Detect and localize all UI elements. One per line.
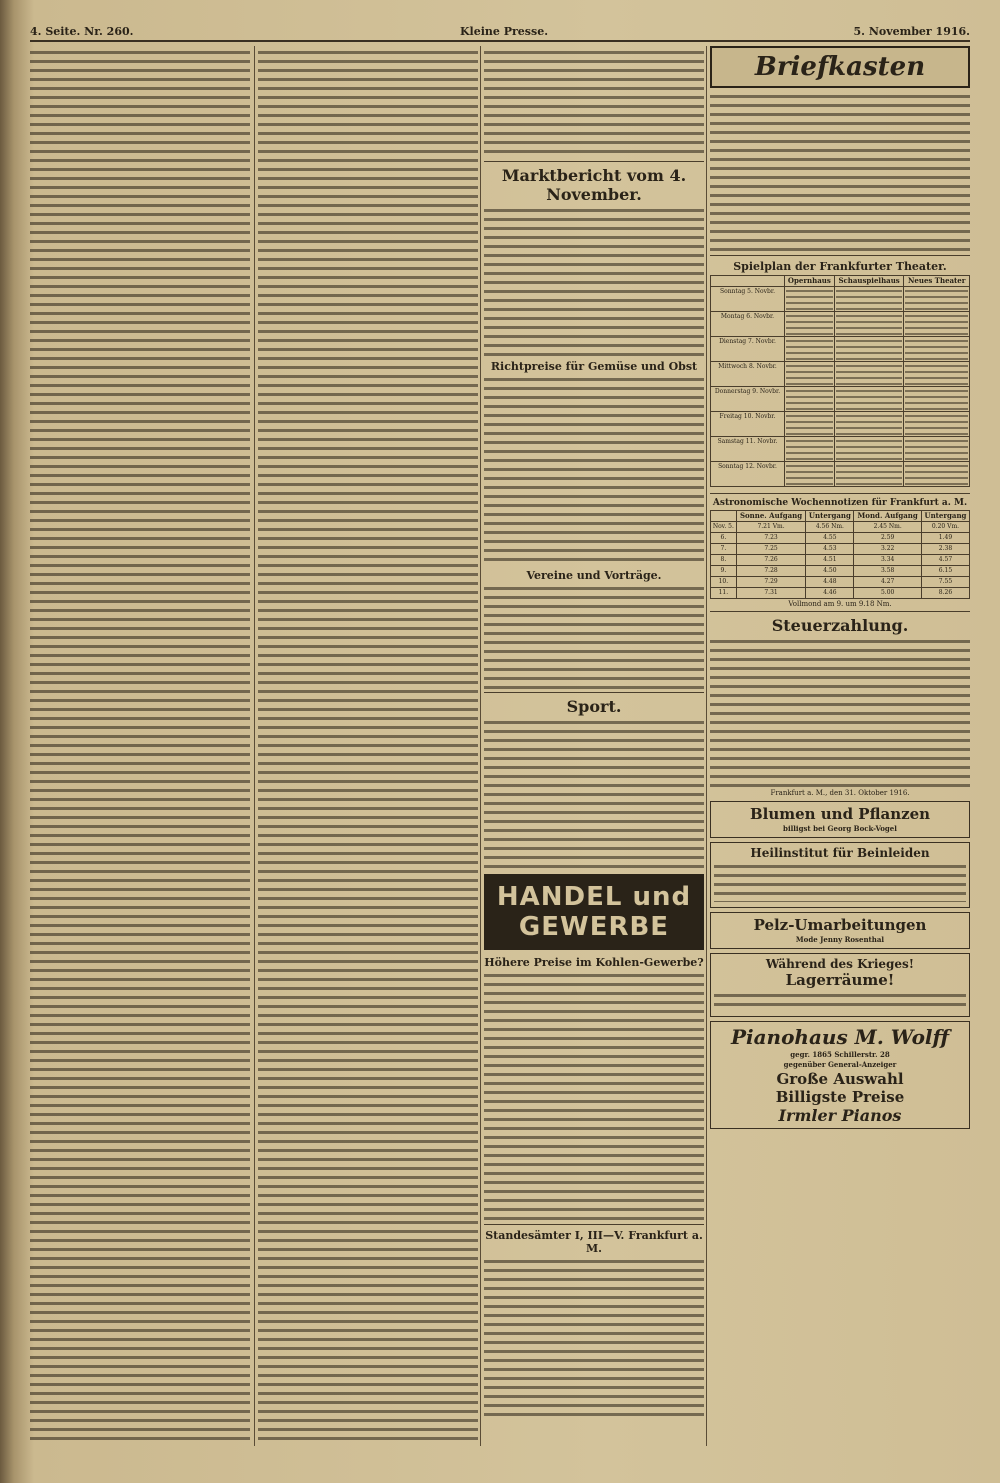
theater-col-header: Neues Theater xyxy=(904,276,970,287)
steuer-footer: Frankfurt a. M., den 31. Oktober 1916. xyxy=(770,789,910,797)
column-4 xyxy=(710,46,970,1466)
theater-row xyxy=(711,312,970,337)
column-divider xyxy=(480,46,481,1446)
pelz-title: Pelz-Umarbeitungen xyxy=(753,916,927,934)
article-text-block xyxy=(258,48,478,1443)
astro-cell: 3.34 xyxy=(854,555,922,566)
astro-cell: 1.49 xyxy=(921,533,969,544)
astro-cell: 4.50 xyxy=(806,566,854,577)
theater-day: Mittwoch 8. Novbr. xyxy=(711,362,785,387)
theater-cell xyxy=(784,312,834,337)
theater-cell xyxy=(834,287,904,312)
theater-row xyxy=(711,362,970,387)
astro-cell: 0.20 Vm. xyxy=(921,522,969,533)
theater-day: Samstag 11. Novbr. xyxy=(711,437,785,462)
theater-row xyxy=(711,412,970,437)
astro-row xyxy=(711,588,970,599)
astro-row xyxy=(711,522,970,533)
astro-cell: 7.29 xyxy=(736,577,806,588)
article-text-block xyxy=(484,375,704,565)
astro-row xyxy=(711,555,970,566)
astro-heading: Astronomische Wochennotizen für Frankfurt a. M. xyxy=(712,498,968,508)
vereine-heading: Vereine und Vorträge. xyxy=(526,569,662,582)
theater-col-header: Schauspielhaus xyxy=(834,276,904,287)
astro-table xyxy=(710,510,970,599)
article-text-block xyxy=(484,48,704,158)
pelz-ad xyxy=(710,912,970,949)
ad-text-block xyxy=(714,991,966,1011)
steuer-heading: Steuerzahlung. xyxy=(771,616,909,635)
header-page-number: 4. Seite. Nr. 260. xyxy=(30,25,134,38)
theater-cell xyxy=(904,462,970,487)
astro-cell: 6. xyxy=(711,533,737,544)
astro-cell: 4.53 xyxy=(806,544,854,555)
theater-cell xyxy=(784,362,834,387)
piano-ad xyxy=(710,1021,970,1129)
column-divider xyxy=(254,46,255,1446)
standesamt-heading: Standesämter I, III—V. Frankfurt a. M. xyxy=(485,1229,703,1255)
astro-cell: 8. xyxy=(711,555,737,566)
astro-cell: 7.25 xyxy=(736,544,806,555)
theater-col-header: Opernhaus xyxy=(784,276,834,287)
astro-cell: 9. xyxy=(711,566,737,577)
handel-gewerbe-banner: HANDEL und GEWERBE xyxy=(484,874,704,950)
piano-title: Pianohaus M. Wolff xyxy=(730,1025,950,1049)
astro-cell: 4.48 xyxy=(806,577,854,588)
theater-row xyxy=(711,287,970,312)
theater-day: Dienstag 7. Novbr. xyxy=(711,337,785,362)
astro-cell: 4.55 xyxy=(806,533,854,544)
theater-table xyxy=(710,275,970,487)
theater-cell xyxy=(834,337,904,362)
heil-title: Heilinstitut für Beinleiden xyxy=(750,846,930,860)
astro-cell: 7.28 xyxy=(736,566,806,577)
sport-heading: Sport. xyxy=(566,697,622,716)
astro-cell: 4.46 xyxy=(806,588,854,599)
theater-cell xyxy=(784,462,834,487)
lager-title: Lagerräume! xyxy=(785,971,895,989)
astro-col-header: Untergang xyxy=(921,511,969,522)
vollmond-note: Vollmond am 9. um 9.18 Nm. xyxy=(788,600,892,608)
kohlen-heading: Höhere Preise im Kohlen-Gewerbe? xyxy=(484,956,704,969)
astro-col-header xyxy=(711,511,737,522)
astro-row xyxy=(711,544,970,555)
theater-cell xyxy=(784,387,834,412)
astro-cell: 6.15 xyxy=(921,566,969,577)
astro-cell: 2.45 Nm. xyxy=(854,522,922,533)
theater-cell xyxy=(904,387,970,412)
astro-cell: 11. xyxy=(711,588,737,599)
lager-ad xyxy=(710,953,970,1017)
article-text-block xyxy=(710,637,970,787)
ad-text-block xyxy=(714,862,966,902)
piano-sub: gegr. 1865 Schillerstr. 28 xyxy=(790,1050,890,1059)
article-text-block xyxy=(484,206,704,356)
astro-cell: 4.57 xyxy=(921,555,969,566)
theater-day: Sonntag 12. Novbr. xyxy=(711,462,785,487)
header-date: 5. November 1916. xyxy=(853,25,970,38)
theater-day: Montag 6. Novbr. xyxy=(711,312,785,337)
theater-heading: Spielplan der Frankfurter Theater. xyxy=(733,260,947,273)
theater-cell xyxy=(784,412,834,437)
theater-cell xyxy=(834,437,904,462)
pelz-firm: Mode Jenny Rosenthal xyxy=(795,935,885,944)
astro-cell: 7.55 xyxy=(921,577,969,588)
astro-col-header: Mond. Aufgang xyxy=(854,511,922,522)
briefkasten-heading: Briefkasten xyxy=(710,46,970,88)
article-text-block xyxy=(484,584,704,689)
theater-row xyxy=(711,337,970,362)
piano-brand: Irmler Pianos xyxy=(778,1106,902,1125)
article-text-block xyxy=(484,971,704,1221)
astro-cell: 7. xyxy=(711,544,737,555)
column-2 xyxy=(258,46,478,1446)
krieg-title: Während des Krieges! xyxy=(765,957,915,971)
blumen-firm: billigst bei Georg Bock-Vogel xyxy=(783,824,897,833)
theater-cell xyxy=(834,412,904,437)
theater-day: Donnerstag 9. Novbr. xyxy=(711,387,785,412)
article-text-block xyxy=(484,1257,704,1417)
astro-cell: 7.21 Vm. xyxy=(736,522,806,533)
header-title: Kleine Presse. xyxy=(460,25,549,38)
theater-cell xyxy=(904,312,970,337)
price-heading: Richtpreise für Gemüse und Obst xyxy=(490,360,698,373)
theater-col-header xyxy=(711,276,785,287)
theater-cell xyxy=(904,362,970,387)
theater-cell xyxy=(904,287,970,312)
theater-day: Sonntag 5. Novbr. xyxy=(711,287,785,312)
theater-cell xyxy=(834,312,904,337)
astro-cell: 4.56 Nm. xyxy=(806,522,854,533)
astro-cell: 4.51 xyxy=(806,555,854,566)
theater-day: Freitag 10. Novbr. xyxy=(711,412,785,437)
astro-cell: 7.31 xyxy=(736,588,806,599)
piano-big2: Billigste Preise xyxy=(775,1088,905,1106)
article-text-block xyxy=(710,92,970,252)
article-text-block xyxy=(484,718,704,868)
theater-cell xyxy=(904,412,970,437)
column-3 xyxy=(484,46,704,1446)
astro-row xyxy=(711,577,970,588)
astro-cell: 8.26 xyxy=(921,588,969,599)
piano-big1: Große Auswahl xyxy=(776,1070,904,1088)
astro-cell: 4.27 xyxy=(854,577,922,588)
theater-cell xyxy=(784,437,834,462)
astro-col-header: Untergang xyxy=(806,511,854,522)
theater-cell xyxy=(834,362,904,387)
astro-row xyxy=(711,566,970,577)
astro-cell: 10. xyxy=(711,577,737,588)
theater-cell xyxy=(834,387,904,412)
theater-row xyxy=(711,437,970,462)
theater-cell xyxy=(904,337,970,362)
astro-cell: 5.00 xyxy=(854,588,922,599)
theater-cell xyxy=(784,337,834,362)
theater-row xyxy=(711,462,970,487)
column-divider xyxy=(706,46,707,1446)
theater-cell xyxy=(904,437,970,462)
astro-row xyxy=(711,533,970,544)
astro-cell: Nov. 5. xyxy=(711,522,737,533)
astro-cell: 2.59 xyxy=(854,533,922,544)
theater-cell xyxy=(784,287,834,312)
piano-sub2: gegenüber General-Anzeiger xyxy=(783,1060,897,1069)
astro-cell: 2.38 xyxy=(921,544,969,555)
astro-col-header: Sonne. Aufgang xyxy=(736,511,806,522)
theater-cell xyxy=(834,462,904,487)
blumen-title: Blumen und Pflanzen xyxy=(749,805,931,823)
column-1 xyxy=(30,46,250,1446)
heil-ad xyxy=(710,842,970,908)
page-header xyxy=(30,24,970,42)
astro-cell: 7.23 xyxy=(736,533,806,544)
article-text-block xyxy=(30,48,250,1443)
astro-cell: 3.58 xyxy=(854,566,922,577)
blumen-ad xyxy=(710,801,970,838)
astro-cell: 3.22 xyxy=(854,544,922,555)
theater-row xyxy=(711,387,970,412)
market-report-heading: Marktbericht vom 4. November. xyxy=(501,166,687,204)
astro-cell: 7.26 xyxy=(736,555,806,566)
